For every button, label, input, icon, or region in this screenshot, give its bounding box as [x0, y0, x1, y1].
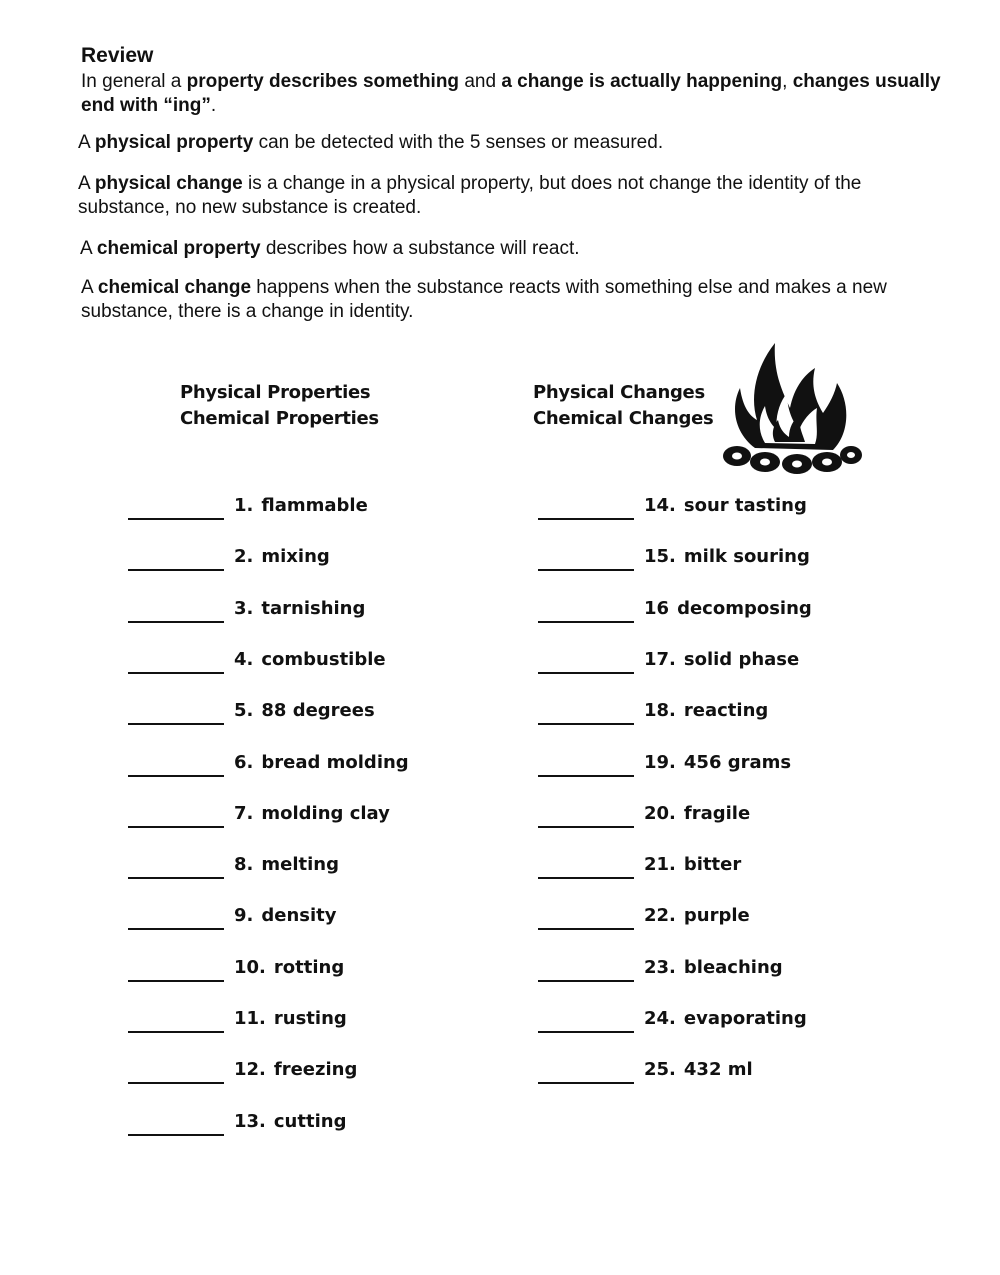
list-item	[128, 1106, 346, 1136]
list-item	[538, 644, 799, 674]
item-label: rotting	[273, 956, 345, 978]
list-item	[538, 541, 810, 571]
item-label: combustible	[261, 648, 386, 670]
answer-blank[interactable]	[128, 595, 224, 623]
answer-blank[interactable]	[128, 1005, 224, 1033]
header-chemical-properties: Chemical Properties	[180, 408, 379, 429]
answer-blank[interactable]	[128, 800, 224, 828]
answer-blank[interactable]	[128, 646, 224, 674]
intro-paragraph: In general a property describes something and a change is actually happening, changes usually end with “ing”.	[81, 71, 941, 116]
chemical-property-definition: A chemical property describes how a substance will react.	[80, 238, 580, 259]
item-number: 24.	[644, 1008, 676, 1029]
answer-blank[interactable]	[128, 749, 224, 777]
item-label: 432 ml	[683, 1059, 753, 1081]
item-label: reacting	[683, 700, 769, 722]
list-item	[128, 849, 339, 879]
list-item	[538, 798, 750, 828]
item-label: freezing	[273, 1059, 358, 1081]
chemical-change-definition: A chemical change happens when the substance reacts with something else and makes a new substance, there is a change in identity.	[81, 277, 887, 322]
item-number: 10.	[234, 956, 266, 978]
list-item	[538, 900, 750, 930]
item-label: solid phase	[683, 648, 800, 670]
answer-blank[interactable]	[128, 1108, 224, 1136]
item-label: 456 grams	[683, 751, 792, 773]
list-item	[128, 798, 390, 828]
item-label: bleaching	[683, 956, 783, 978]
item-number: 1.	[234, 495, 254, 516]
answer-blank[interactable]	[128, 492, 224, 520]
item-number: 18.	[644, 700, 676, 722]
list-item	[538, 490, 807, 520]
list-item	[538, 1054, 753, 1084]
item-label: purple	[683, 905, 750, 927]
item-number: 21.	[644, 854, 676, 876]
item-number: 17.	[644, 648, 676, 670]
item-label: molding clay	[261, 802, 390, 824]
list-item	[538, 849, 741, 879]
physical-property-definition: A physical property can be detected with the 5 senses or measured.	[78, 132, 664, 153]
item-label: 88 degrees	[261, 700, 375, 722]
list-item	[538, 695, 768, 725]
item-number: 11.	[234, 1008, 266, 1029]
list-item	[128, 541, 330, 571]
item-number: 8.	[234, 854, 254, 876]
answer-blank[interactable]	[538, 543, 634, 571]
answer-blank[interactable]	[128, 954, 224, 982]
answer-blank[interactable]	[538, 1056, 634, 1084]
answer-blank[interactable]	[538, 800, 634, 828]
item-number: 22.	[644, 905, 676, 927]
item-number: 5.	[234, 700, 254, 722]
answer-blank[interactable]	[538, 902, 634, 930]
item-number: 14.	[644, 495, 676, 516]
list-item	[128, 747, 409, 777]
answer-blank[interactable]	[538, 954, 634, 982]
list-item	[538, 952, 783, 982]
right-column-header	[533, 380, 713, 432]
item-label: milk souring	[683, 546, 810, 568]
answer-blank[interactable]	[538, 697, 634, 725]
item-number: 9.	[234, 905, 254, 927]
answer-blank[interactable]	[128, 851, 224, 879]
item-label: tarnishing	[261, 597, 366, 619]
item-label: evaporating	[683, 1008, 807, 1029]
item-label: decomposing	[677, 597, 812, 619]
item-number: 13.	[234, 1110, 266, 1132]
header-physical-properties: Physical Properties	[180, 382, 371, 403]
header-chemical-changes: Chemical Changes	[533, 408, 714, 429]
list-item	[128, 1003, 347, 1033]
item-number: 12.	[234, 1059, 266, 1081]
answer-blank[interactable]	[128, 697, 224, 725]
item-label: density	[261, 905, 337, 927]
item-number: 6.	[234, 751, 254, 773]
list-item	[128, 900, 337, 930]
item-label: flammable	[261, 495, 368, 516]
answer-blank[interactable]	[538, 595, 634, 623]
item-label: fragile	[683, 802, 751, 824]
answer-blank[interactable]	[538, 1005, 634, 1033]
item-label: bread molding	[261, 751, 409, 773]
item-number: 2.	[234, 546, 254, 568]
list-item	[128, 695, 375, 725]
list-item	[538, 593, 812, 623]
review-title: Review	[81, 44, 154, 67]
item-label: mixing	[261, 546, 330, 568]
physical-change-definition: A physical change is a change in a physical property, but does not change the identity of the substance, no new substance is created.	[78, 173, 862, 218]
list-item	[128, 593, 365, 623]
list-item	[538, 1003, 807, 1033]
item-number: 16	[644, 597, 670, 619]
item-number: 19.	[644, 751, 676, 773]
list-item	[128, 1054, 357, 1084]
header-physical-changes: Physical Changes	[533, 382, 705, 403]
answer-blank[interactable]	[128, 1056, 224, 1084]
item-label: melting	[261, 854, 339, 876]
answer-blank[interactable]	[538, 851, 634, 879]
campfire-icon	[715, 338, 863, 478]
item-number: 15.	[644, 546, 676, 568]
answer-blank[interactable]	[538, 492, 634, 520]
item-number: 4.	[234, 648, 254, 670]
list-item	[128, 952, 344, 982]
answer-blank[interactable]	[128, 543, 224, 571]
list-item	[538, 747, 791, 777]
list-item	[128, 490, 368, 520]
answer-blank[interactable]	[128, 902, 224, 930]
item-number: 20.	[644, 802, 676, 824]
item-number: 23.	[644, 956, 676, 978]
item-label: cutting	[273, 1110, 347, 1132]
item-label: bitter	[683, 854, 742, 876]
item-label: sour tasting	[683, 495, 807, 516]
item-number: 3.	[234, 597, 254, 619]
item-number: 7.	[234, 802, 254, 824]
answer-blank[interactable]	[538, 646, 634, 674]
item-number: 25.	[644, 1059, 676, 1081]
answer-blank[interactable]	[538, 749, 634, 777]
left-column-header	[180, 380, 379, 432]
item-label: rusting	[273, 1008, 347, 1029]
list-item	[128, 644, 386, 674]
